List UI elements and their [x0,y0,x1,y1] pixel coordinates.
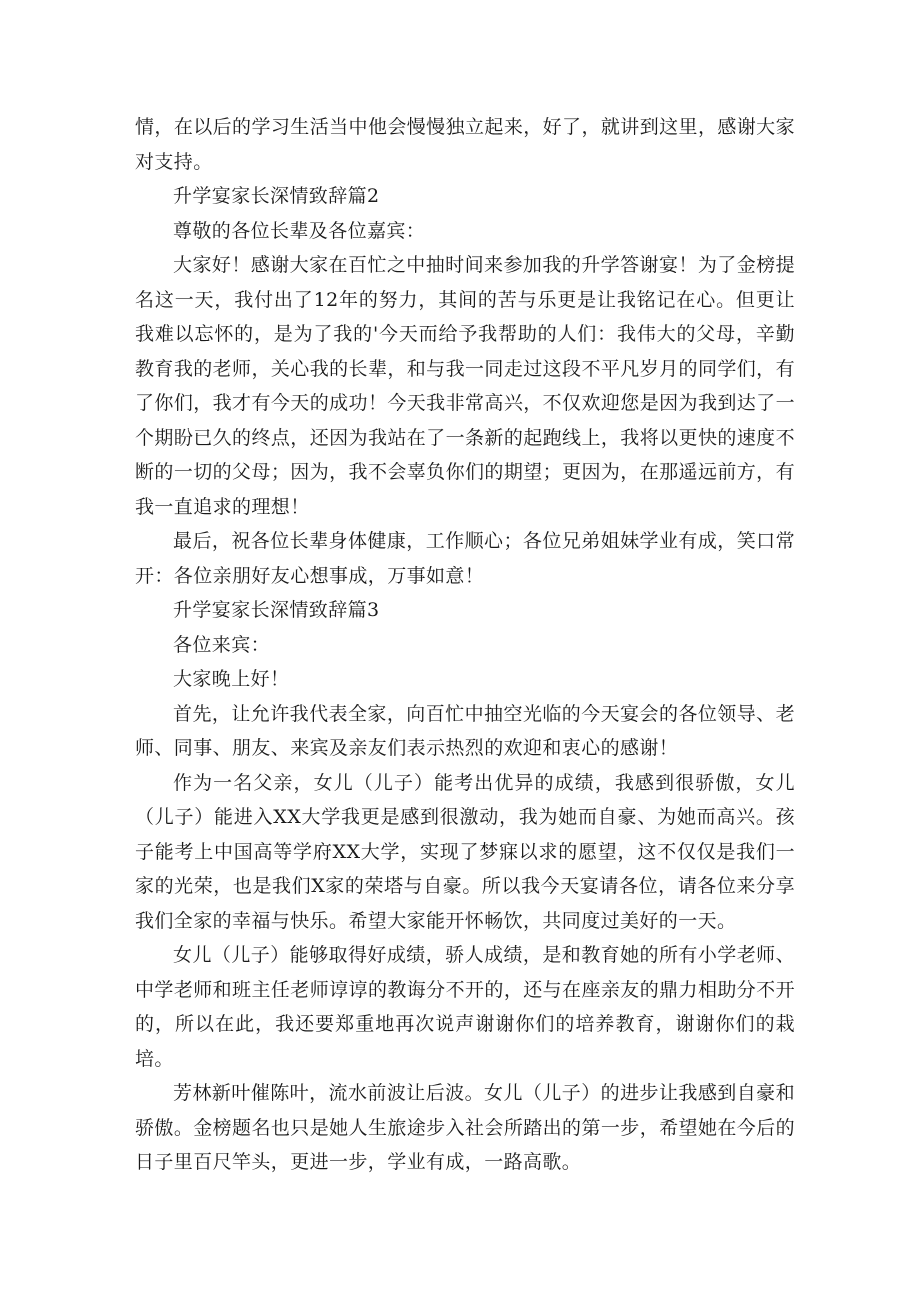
body-paragraph: 首先，让允许我代表全家，向百忙中抽空光临的今天宴会的各位领导、老师、同事、朋友、来宾及亲友们表示热烈的欢迎和衷心的感谢！ [135,702,795,759]
section-heading-2: 升学宴家长深情致辞篇2 [173,185,380,207]
closing-paragraph: 最后，祝各位长辈身体健康，工作顺心；各位兄弟姐妹学业有成，笑口常开：各位亲朋好友心想事成，万事如意！ [135,530,795,587]
paragraph-continuation: 情，在以后的学习生活当中他会慢慢独立起来，好了，就讲到这里，感谢大家对支持。 [135,116,795,173]
body-paragraph: 作为一名父亲，女儿（儿子）能考出优异的成绩，我感到很骄傲，女儿（儿子）能进入XX大学我更是感到很激动，我为她而自豪、为她而高兴。孩子能考上中国高等学府XX大学，实现了梦寐以求的愿望，这不仅仅是我们一家的光荣，也是我们X家的荣塔与自豪。所以我今天宴请各位，请各位来分享我们全家的幸福与快乐。希望大家能开怀畅饮，共同度过美好的一天。 [135,771,795,932]
document-body [135,110,795,1180]
greeting-paragraph: 大家晚上好！ [173,668,290,690]
body-paragraph: 大家好！感谢大家在百忙之中抽时间来参加我的升学答谢宴！为了金榜提名这一天，我付出了12年的努力，其间的苦与乐更是让我铭记在心。但更让我难以忘怀的，是为了我的'今天而给予我帮助的人们：我伟大的父母，辛勤教育我的老师，关心我的长辈，和与我一同走过这段不平凡岁月的同学们，有了你们，我才有今天的成功！今天我非常高兴，不仅欢迎您是因为我到达了一个期盼已久的终点，还因为我站在了一条新的起跑线上，我将以更快的速度不断的一切的父母；因为，我不会辜负你们的期望；更因为，在那遥远前方，有我一直追求的理想！ [135,254,795,518]
body-paragraph: 芳林新叶催陈叶，流水前波让后波。女儿（儿子）的进步让我感到自豪和骄傲。金榜题名也只是她人生旅途步入社会所踏出的第一步，希望她在今后的日子里百尺竿头，更进一步，学业有成，一路高歌。 [135,1082,795,1173]
salutation-paragraph: 各位来宾： [173,633,271,656]
body-paragraph: 女儿（儿子）能够取得好成绩，骄人成绩，是和教育她的所有小学老师、中学老师和班主任老师谆谆的教诲分不开的，还与在座亲友的鼎力相助分不开的，所以在此，我还要郑重地再次说声谢谢你们的培养教育，谢谢你们的栽培。 [135,944,795,1070]
salutation-paragraph: 尊敬的各位长辈及各位嘉宾： [173,219,426,242]
section-heading-3: 升学宴家长深情致辞篇3 [173,599,380,621]
